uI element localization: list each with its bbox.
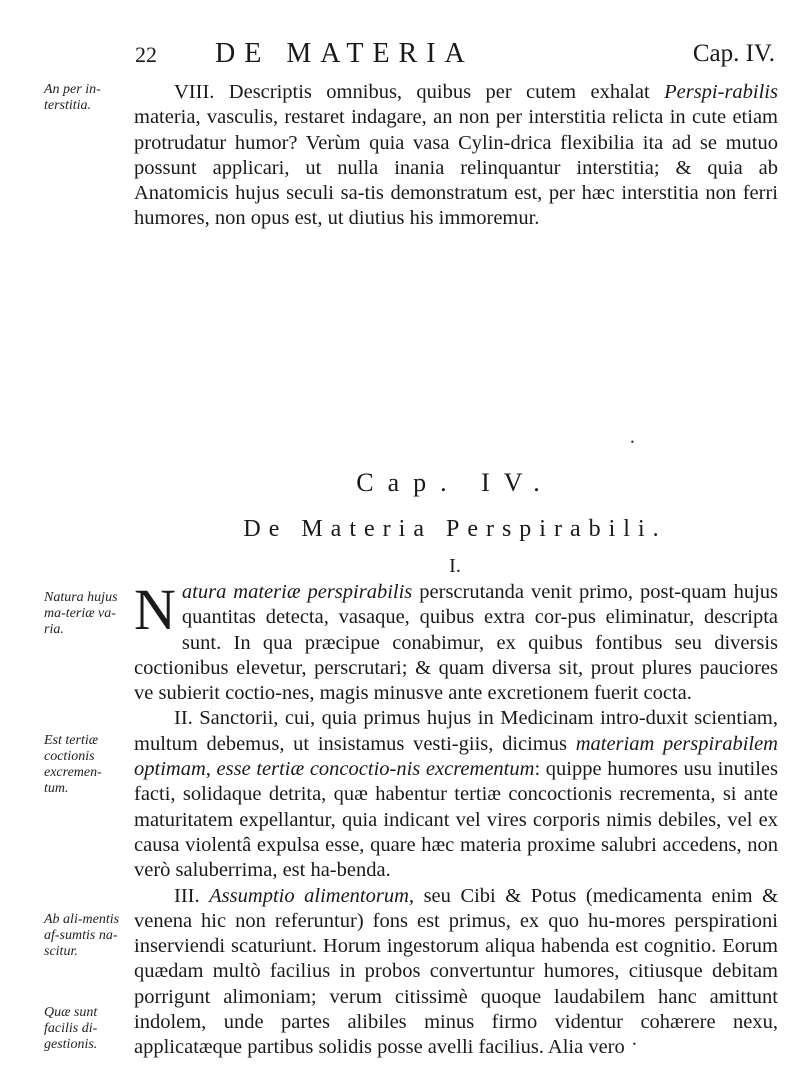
section-iii-text: , seu Cibi & Potus (medicamenta enim & venena hic non referuntur) fons est primus, ex quo hu-mores perspirationi inserviendi scaturiunt. Horum ingestorum aliqua habenda est cognitio. Eorum quædam multò facilius in probos convertuntur humores, citiusque debitam porrigunt alimoniam; verum citissimè quoque laudabilem hanc amittunt indolem, unde partes alibiles minus firmo videntur cohærere nexu, applicatæque partibus solidis posse avelli facilius. Alia vero xyxy=(134,884,779,1059)
section-ii-lead: II. Sanctorii, cui, quia primus hujus in Medicinam intro-duxit scientiam, multum debemus, ut insistamus vesti-giis, dicimus xyxy=(134,707,778,755)
section-viii-italic: Perspi-rabilis xyxy=(664,81,778,103)
section-i-italic: atura materiæ perspirabilis xyxy=(181,581,413,603)
sections-i-iii xyxy=(134,577,779,1061)
section-ii-italic: materiam perspirabilem optimam, esse tertiæ concoctio-nis excrementum xyxy=(134,732,778,781)
section-number: I. xyxy=(449,555,461,577)
margin-note-tertiae: Est tertiæ coctionis excremen-tum. xyxy=(44,733,102,796)
section-i-text: perscrutanda venit primo, post-quam hujus quantitas detecta, vasaque, quibus extra cor-pus eliminatur, descripta sunt. In qua præcipue conabimur, ex quibus fontibus seu diversis coctionibus elevetur, perscrutari; & quam diversa sit, prout plures pauciores ve subierit coctio-nes, magis minusve ante excretionem fuerit cocta. xyxy=(134,581,778,705)
margin-note-natura: Natura hujus ma-teriæ va-ria. xyxy=(44,590,118,637)
section-iii-lead: III. xyxy=(174,884,210,907)
page-number: 22 xyxy=(135,42,157,67)
drop-cap: N xyxy=(134,577,176,642)
chapter-subtitle: De Materia Perspirabili. xyxy=(243,516,667,542)
running-title: DE MATERIA xyxy=(215,38,474,69)
section-viii xyxy=(134,80,778,232)
section-iii-italic: Assumptio alimentorum xyxy=(209,884,409,907)
margin-note-interstitia: An per in-terstitia. xyxy=(44,82,101,113)
section-ii-text: : quippe humores usu inutiles facti, solidaque detrita, quæ habentur tertiæ concoctionis recrementa, si ante maturitatem expellantur, quia indicant vel vires corporis nimis debiles, vel ex causa violentâ expulsa esse, quare hæc materia proxime salubri accedens, non verò saluberrima, est ha-benda. xyxy=(134,758,778,882)
margin-note-digestionis: Quæ sunt facilis di-gestionis. xyxy=(44,1005,98,1052)
chapter-heading: Cap. IV. xyxy=(356,468,554,497)
running-header xyxy=(135,38,775,72)
section-viii-text: materia, vasculis, restaret indagare, an non per interstitia relicta in cute etiam protrudatur humor? Verùm quia vasa Cylin-drica flexibilia ita ad se mutuo possunt applicari, ut nulla inania relinquantur interstitia; & quia ab Anatomicis hujus seculi sa-tis demonstratum est, per hæc interstitia non ferri humores, non opus est, ut diutius his immoremur. xyxy=(134,106,778,230)
page-ornament-bottom: • xyxy=(632,1040,637,1049)
chapter-reference: Cap. IV. xyxy=(692,40,775,67)
section-viii-lead: VIII. Descriptis omnibus, quibus per cutem exhalat xyxy=(174,81,665,103)
page-ornament: • xyxy=(630,438,635,447)
margin-note-alimentis: Ab ali-mentis af-sumtis na-scitur. xyxy=(44,912,120,959)
